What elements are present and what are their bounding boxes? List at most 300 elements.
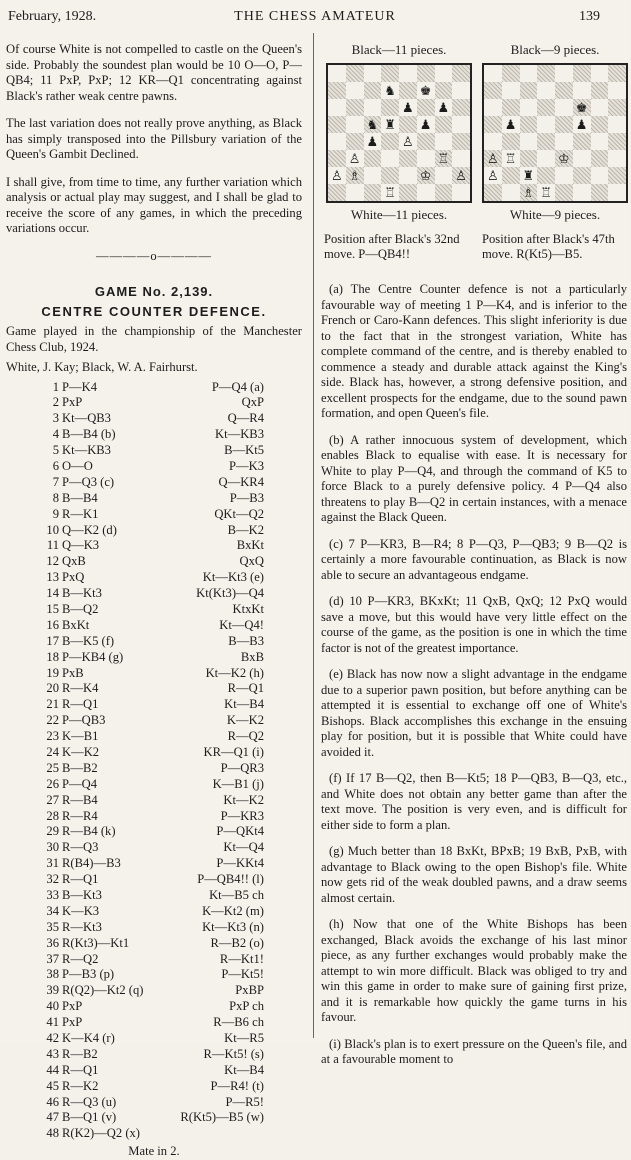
annotation-note: (c) 7 P—KR3, B—R4; 8 P—Q3, P—QB3; 9 B—Q2 is certainly a more favourable continuation, as Black is now able to secure an advantageous endgame. [321,536,627,582]
paragraph: The last variation does not really prove anything, as Black has simply transposed into the Pillsbury variation of the Queen's Gambit Declined. [6,116,302,161]
board-square [502,65,520,82]
black-move: P—B3 [229,490,264,505]
board-square [555,184,573,201]
black-move: B—Kt5 [224,443,264,458]
position-label: Position after Black's 32nd move. P—QB4!! [324,232,460,261]
move-row [6,729,302,745]
board-square [435,184,453,201]
black-move: QxQ [239,554,264,569]
move-number: 9 [52,506,59,521]
move-number: 8 [52,490,59,505]
board-square [520,82,538,99]
board-square [328,116,346,133]
black-move: P—QKt4 [216,824,264,839]
annotation-note: (i) Black's plan is to exert pressure on the Queen's file, and at a favourable moment to [321,1036,627,1066]
white-move: R—B4 (k) [62,824,116,839]
chess-piece: ♗ [522,185,535,200]
chess-piece: ♚ [419,83,432,98]
white-move: QxB [62,554,86,569]
board-square [520,184,538,201]
move-row [6,999,302,1015]
white-move: Kt—QB3 [62,411,111,426]
white-move: B—K5 (f) [62,633,115,648]
header-date: February, 1928. [8,9,97,24]
black-move: PxP ch [229,999,264,1014]
chess-piece: ♜ [522,168,535,183]
move-number: 1 [52,379,59,394]
move-number: 23 [46,729,59,744]
diagram-1 [323,42,475,224]
move-row [6,1110,302,1126]
black-move: QxP [241,395,264,410]
board-square [399,150,417,167]
chess-piece: ♙ [331,168,343,183]
black-move: K—K2 [226,713,264,728]
white-move: R—Q3 [62,840,99,855]
board-square [573,167,591,184]
chess-piece: ♜ [384,117,396,132]
white-move: B—B2 [62,760,98,775]
black-move: P—R4! (t) [210,1078,264,1093]
white-move: R—Q1 [62,697,99,712]
black-move: R—Q1 [227,681,264,696]
move-row [6,666,302,682]
board-square [417,116,435,133]
board-square [435,99,453,116]
column-divider [313,33,314,1038]
board-square [520,133,538,150]
black-move: Kt—Kt3 (e) [202,570,264,585]
board-square [537,184,555,201]
black-move: P—K3 [229,458,264,473]
move-number: 40 [46,999,59,1014]
black-move: Kt—B5 ch [209,888,264,902]
board-square [364,184,382,201]
page-number: 139 [579,9,600,24]
white-move: K—K2 [62,744,100,759]
board-square [346,184,364,201]
board-square [591,167,609,184]
board-square [502,184,520,201]
move-row [6,411,302,427]
white-move: P—B3 (p) [62,967,115,982]
board-square [555,99,573,116]
move-row [6,872,302,888]
white-move: R—K1 [62,506,99,521]
move-number: 4 [52,427,59,442]
annotation-note: (e) Black has now now a slight advantage in the endgame due to a superior pawn position, but before anything can be attempted it is essential to exchange off one of White's Bishops. Black accomplishes this exchange in the ensuing play for position, but it is possible that White could have avoided it. [321,667,627,759]
board-square [484,116,502,133]
move-row [6,793,302,809]
move-number: 22 [46,713,59,728]
black-move: Kt(Kt3)—Q4 [196,586,264,601]
annotations-column [321,282,627,1079]
board-square [537,167,555,184]
board-square [328,99,346,116]
white-move: PxP [62,1015,83,1030]
board-square [484,184,502,201]
black-move: QKt—Q2 [214,506,264,521]
board-square [417,65,435,82]
black-move: P—QB4!! (l) [197,872,264,887]
move-number: 12 [46,554,59,569]
board-square [484,133,502,150]
white-move: P—Q3 (c) [62,474,115,489]
board-square [591,116,609,133]
black-move: K—B1 (j) [212,776,264,791]
annotation-note: (h) Now that one of the White Bishops has been exchanged, Black avoids the exchange of his last minor piece, as any further exchanges would probably make the attempt to win more difficult. Black was obliged to try and win this game in order to make sure of gaining first prize, and it is remarkable how quickly the game turns in his favour. [321,917,627,1024]
board-square [537,65,555,82]
board-square [417,99,435,116]
board-square [364,150,382,167]
game-context: Game played in the championship of the Manchester Chess Club, 1924. [6,324,302,354]
move-row [6,1126,302,1142]
board-square [328,133,346,150]
board-square [555,116,573,133]
board-square [381,82,399,99]
board-square [417,150,435,167]
black-move: PxBP [235,983,264,998]
board-square [452,184,470,201]
board-square [591,82,609,99]
board-square [502,150,520,167]
game-opening: CENTRE COUNTER DEFENCE. [41,303,267,319]
chess-piece: ♞ [366,117,379,132]
board-square [381,116,399,133]
diagram-top-caption: Black—9 pieces. [510,42,600,57]
white-move: B—Q1 (v) [62,1110,117,1125]
board-square [346,133,364,150]
board-square [608,167,626,184]
chess-piece: ♖ [540,185,552,200]
white-move: BxKt [62,617,90,632]
black-move: Kt—Kt3 (n) [202,919,264,934]
white-move: B—B4 [62,490,98,505]
board-square [484,150,502,167]
chess-piece: ♙ [487,168,499,183]
black-move: R(Kt5)—B5 (w) [180,1110,264,1125]
board-square [573,82,591,99]
move-row [6,967,302,983]
white-move: R(K2)—Q2 (x) [62,1126,140,1141]
white-move: R—Q2 [62,951,99,966]
board-square [364,99,382,116]
board-square [608,150,626,167]
black-move: KR—Q1 (i) [203,744,264,759]
white-move: B—Q2 [62,601,99,616]
move-number: 21 [46,697,59,712]
chess-piece: ♙ [402,134,414,149]
move-row [6,1095,302,1111]
chessboard [326,63,472,203]
move-row [6,761,302,777]
black-move: P—KR3 [220,808,264,823]
black-move: Kt—Q4 [223,840,264,855]
move-number: 28 [46,808,59,823]
board-square [608,133,626,150]
move-row [6,570,302,586]
board-square [537,150,555,167]
diagram-2 [479,42,631,224]
board-square [555,82,573,99]
board-square [520,116,538,133]
move-row [6,1031,302,1047]
board-square [484,167,502,184]
white-move: R—R4 [62,808,98,823]
board-square [435,167,453,184]
move-number: 2 [52,395,59,410]
board-square [452,167,470,184]
annotation-note: (b) A rather innocuous system of development, which enables Black to equalise with ease. It is necessary for White to play P—Q4, and through the command of K5 to force Black to a purely defensive policy. 4 P—Q4 also threatens to play B—Q2 in certain instances, with a menace against the Black Queen. [321,432,627,524]
board-square [328,184,346,201]
move-number: 3 [52,411,59,426]
move-row [6,1015,302,1031]
white-move: PxP [62,395,83,410]
move-row [6,634,302,650]
chess-piece: ♔ [419,168,432,183]
board-square [364,133,382,150]
black-move: P—R5! [225,1094,264,1109]
board-square [328,82,346,99]
chess-piece: ♟ [437,100,450,115]
black-move: Kt—R5 [224,1031,264,1046]
move-number: 11 [46,538,59,553]
move-list [6,380,302,1143]
black-move: Kt—B4 [224,697,264,712]
move-number: 24 [46,744,59,759]
chess-piece: ♟ [575,117,588,132]
white-move: O—O [62,458,93,473]
black-move: K—Kt2 (m) [202,903,264,918]
black-move [163,1126,264,1142]
board-square [608,65,626,82]
board-square [328,167,346,184]
white-move: R—Q3 (u) [62,1094,117,1109]
board-square [555,65,573,82]
move-number: 32 [46,872,59,887]
board-square [520,65,538,82]
move-number: 46 [46,1094,59,1109]
board-square [328,150,346,167]
move-number: 18 [46,649,59,664]
white-move: R—B4 [62,792,98,807]
move-number: 5 [52,443,59,458]
board-square [399,184,417,201]
move-row [6,475,302,491]
black-move: R—Kt5! (s) [203,1046,264,1061]
move-row [6,936,302,952]
move-row [6,713,302,729]
board-square [502,116,520,133]
board-square [573,184,591,201]
chess-piece: ♞ [384,83,396,98]
diagram-bottom-caption: White—11 pieces. [350,207,448,222]
move-number: 31 [46,856,59,871]
move-number: 44 [46,1062,59,1077]
chess-piece: ♙ [487,151,499,166]
white-move: P—Q4 [62,776,97,791]
white-move: R—Q1 [62,1062,99,1077]
board-square [591,150,609,167]
white-move: R—K2 [62,1078,99,1093]
white-move: K—B1 [62,729,99,744]
white-move: K—K4 (r) [62,1031,115,1046]
board-square [555,150,573,167]
board-square [399,116,417,133]
move-row [6,650,302,666]
diagram-bottom-caption: White—9 pieces. [509,207,601,222]
black-move: BxB [240,649,264,664]
board-square [399,99,417,116]
black-move: R—B2 (o) [210,935,264,950]
move-number: 10 [46,522,59,537]
white-move: Q—K2 (d) [62,522,117,537]
board-square [555,167,573,184]
board-square [399,133,417,150]
black-move: R—Kt1! [219,951,264,966]
diagram-top-caption: Black—11 pieces. [351,42,447,57]
board-square [435,150,453,167]
move-number: 20 [46,681,59,696]
board-square [502,99,520,116]
board-square [591,184,609,201]
board-square [520,150,538,167]
move-row [6,491,302,507]
board-square [591,99,609,116]
move-number: 6 [52,458,59,473]
black-move: P—QR3 [220,760,264,775]
board-square [452,82,470,99]
black-move: R—B6 ch [213,1015,264,1030]
white-move: P—QB3 [62,713,106,728]
board-square [346,150,364,167]
board-square [417,82,435,99]
chess-piece: ♟ [504,117,517,132]
black-move: P—Kt5! [221,967,264,982]
white-move: R(Q2)—Kt2 (q) [62,983,144,998]
move-number: 13 [46,570,59,585]
move-row [6,777,302,793]
move-row [6,840,302,856]
board-square [381,99,399,116]
board-square [537,133,555,150]
mate-announcement: Mate in 2. [128,1144,180,1159]
move-number: 35 [46,919,59,934]
move-row [6,888,302,904]
move-number: 45 [46,1078,59,1093]
annotation-note: (g) Much better than 18 BxKt, BPxB; 19 BxB, PxB, with advantage to Black owing to the open Bishop's file. White now gets rid of the weak doubled pawns, and a draw seems almost certain. [321,844,627,905]
move-row [6,697,302,713]
chess-piece: ♖ [384,185,396,200]
chess-piece: ♙ [348,151,361,166]
black-move: Kt—Q4! [219,617,264,632]
black-move: B—K2 [227,522,264,537]
move-number: 48 [46,1126,59,1141]
board-square [537,99,555,116]
board-square [608,99,626,116]
board-square [520,99,538,116]
black-move: B—B3 [228,633,264,648]
white-move: R—Q1 [62,872,99,887]
move-number: 30 [46,840,59,855]
move-number: 25 [46,760,59,775]
board-square [484,82,502,99]
chess-piece: ♖ [437,151,450,166]
move-number: 7 [52,474,59,489]
board-square [452,65,470,82]
white-move: B—Kt3 [62,888,102,902]
move-number: 19 [46,665,59,680]
move-row [6,554,302,570]
annotation-note: (d) 10 P—KR3, BKxKt; 11 QxB, QxQ; 12 PxQ would save a move, but this would have very little effect on the course of the game, as the position is one in which the time factor is not of the greatest importance. [321,594,627,655]
board-square [484,65,502,82]
black-move: KtxKt [232,601,264,616]
paragraph: Of course White is not compelled to castle on the Queen's side. Probably the soundest plan would be 10 O—O, P—QB4; 11 PxP, PxP; 12 KR—Q1 concentrating against Black's rather weak centre pawns. [6,42,302,103]
move-number: 15 [46,601,59,616]
chess-piece: ♙ [455,168,467,183]
move-number: 38 [46,967,59,982]
board-square [435,82,453,99]
board-square [502,167,520,184]
white-move: PxQ [62,570,85,585]
black-move: Kt—K2 (h) [205,665,264,680]
move-row [6,1047,302,1063]
left-column [6,42,302,1160]
board-square [608,184,626,201]
chess-piece: ♟ [366,134,379,149]
black-move: R—Q2 [227,729,264,744]
move-row [6,824,302,840]
black-move: Q—KR4 [218,474,264,489]
board-square [573,99,591,116]
board-square [520,167,538,184]
running-header [8,9,622,29]
chessboard [482,63,628,203]
board-square [381,65,399,82]
annotation-note: (f) If 17 B—Q2, then B—Kt5; 18 P—QB3, B—Q3, etc., and White does not obtain any better game than after the text move. The position is very even, and is difficult for either side to form a plan. [321,771,627,832]
board-square [364,82,382,99]
white-move: P—KB4 (g) [62,649,124,664]
board-square [608,116,626,133]
chess-piece: ♚ [575,100,588,115]
board-square [452,116,470,133]
white-move: B—B4 (b) [62,427,116,442]
chess-piece: ♖ [504,151,517,166]
board-square [608,82,626,99]
move-number: 47 [46,1110,59,1125]
move-number: 33 [46,888,59,902]
chess-piece: ♟ [402,100,414,115]
board-square [417,133,435,150]
board-square [537,82,555,99]
white-move: K—K3 [62,903,100,918]
board-square [364,116,382,133]
board-square [417,167,435,184]
black-move: BxKt [236,538,264,553]
move-row [6,856,302,872]
board-square [452,99,470,116]
board-square [364,65,382,82]
move-row [6,618,302,634]
move-row [6,380,302,396]
board-square [381,184,399,201]
black-move: Kt—K2 [223,792,264,807]
board-square [399,167,417,184]
white-move: R—Kt3 [62,919,102,934]
board-square [435,133,453,150]
move-row [6,920,302,936]
board-square [346,82,364,99]
